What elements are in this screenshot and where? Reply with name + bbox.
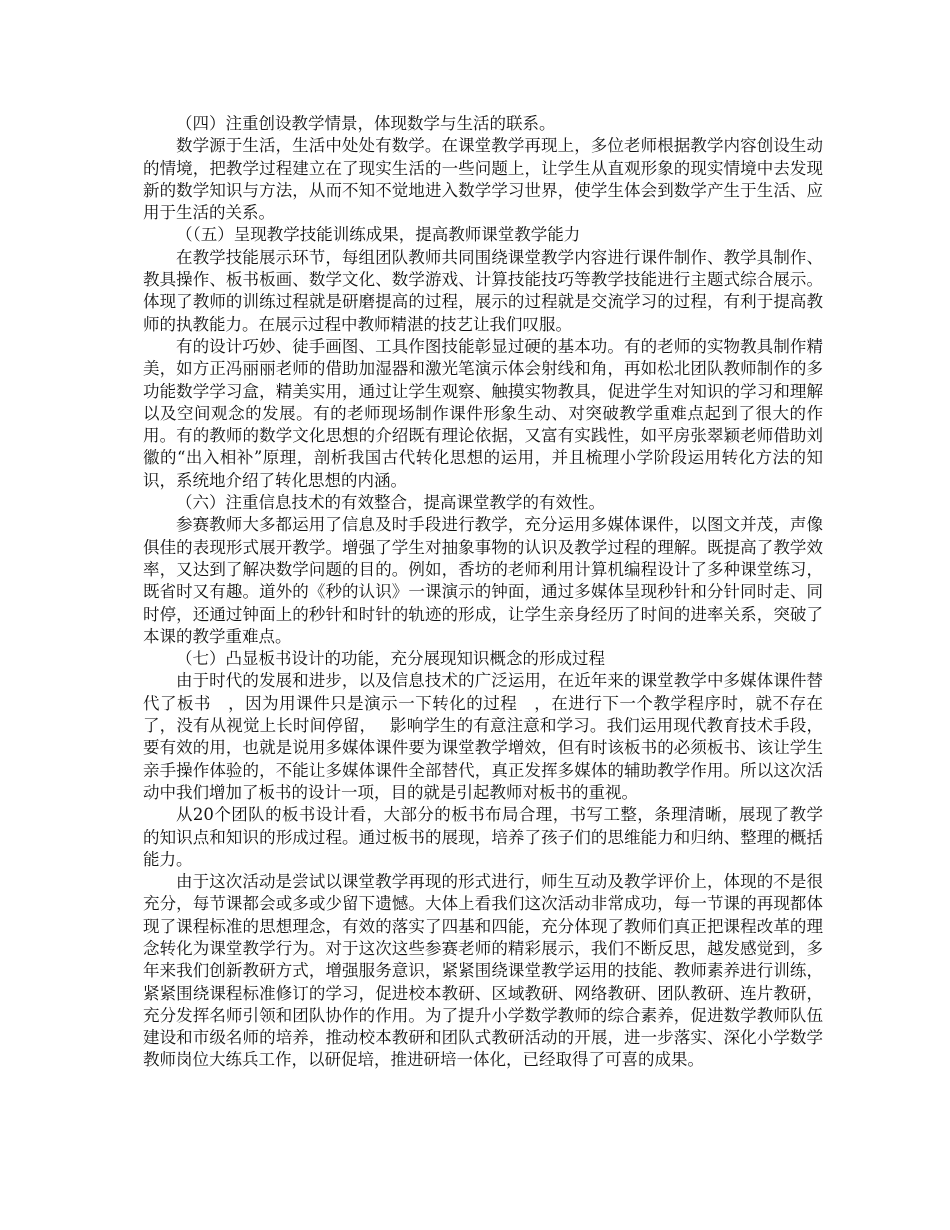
paragraph: 从20个团队的板书设计看，大部分的板书布局合理，书写工整，条理清晰，展现了教学的知识点和知识的形成过程。通过板书的展现，培养了孩子们的思维能力和归纳、整理的概括能力。 bbox=[143, 805, 823, 869]
paragraph: 由于这次活动是尝试以课堂教学再现的形式进行，师生互动及教学评价上，体现的不是很充分，每节课都会或多或少留下遗憾。大体上看我们这次活动非常成功，每一节课的再现都体现了课程标准的思想理念，有效的落实了四基和四能，充分体现了教师们真正把课程改革的理念转化为课堂教学行为。对于这次这些参赛老师的精彩展示，我们不断反思，越发感觉到，多年来我们创新教研方式，增强服务意识，紧紧围绕课堂教学运用的技能、教师素养进行训练，紧紧围绕课程标准修订的学习，促进校本教研、区域教研、网络教研、团队教研、连片教研，充分发挥名师引领和团队协作的作用。为了提升小学数学教师的综合素养，促进数学教师队伍建设和市级名师的培养，推动校本教研和团队式教研活动的开展，进一步落实、深化小学数学教师岗位大练兵工作，以研促培，推进研培一体化，已经取得了可喜的成果。 bbox=[143, 872, 823, 1070]
section-heading-7: （七）凸显板书设计的功能，充分展现知识概念的形成过程 bbox=[176, 649, 605, 669]
paragraph: 有的设计巧妙、徒手画图、工具作图技能彰显过硬的基本功。有的老师的实物教具制作精美，如方正冯丽丽老师的借助加湿器和激光笔演示体会射线和角，再如松北团队教师制作的多功能数学学习盒，精美实用，通过让学生观察、触摸实物教具，促进学生对知识的学习和理解以及空间观念的发展。有的老师现场制作课件形象生动、对突破教学重难点起到了很大的作用。有的教师的数学文化思想的介绍既有理论依据，又富有实践性，如平房张翠颖老师借助刘徽的“出入相补”原理，剖析我国古代转化思想的运用，并且梳理小学阶段运用转化方法的知识，系统地介绍了转化思想的内涵。 bbox=[143, 336, 823, 490]
document-body bbox=[143, 113, 823, 1072]
section-heading-6: （六）注重信息技术的有效整合，提高课堂教学的有效性。 bbox=[176, 493, 605, 513]
paragraph: 数学源于生活，生活中处处有数学。在课堂教学再现上，多位老师根据教学内容创设生动的情境，把教学过程建立在了现实生活的一些问题上，让学生从直观形象的现实情境中去发现新的数学知识与方法，从而不知不觉地进入数学学习世界，使学生体会到数学产生于生活、应用于生活的关系。 bbox=[143, 136, 823, 223]
section-heading-4: （四）注重创设教学情景，体现数学与生活的联系。 bbox=[176, 114, 556, 133]
paragraph: 在教学技能展示环节，每组团队教师共同围绕课堂教学内容进行课件制作、教学具制作、教具操作、板书板画、数学文化、数学游戏、计算技能技巧等教学技能进行主题式综合展示。体现了教师的训练过程就是研磨提高的过程，展示的过程就是交流学习的过程，有利于提高教师的执教能力。在展示过程中教师精湛的技艺让我们叹服。 bbox=[143, 247, 823, 334]
section-heading-5: （（五）呈现教学技能训练成果，提高教师课堂教学能力 bbox=[176, 225, 581, 245]
paragraph: 参赛教师大多都运用了信息及时手段进行教学，充分运用多媒体课件，以图文并茂，声像俱佳的表现形式展开教学。增强了学生对抽象事物的认识及教学过程的理解。既提高了教学效率，又达到了解决数学问题的目的。例如，香坊的老师利用计算机编程设计了多种课堂练习，既省时又有趣。道外的《秒的认识》一课演示的钟面，通过多媒体呈现秒针和分针同时走、同时停，还通过钟面上的秒针和时针的轨迹的形成，让学生亲身经历了时间的进率关系，突破了本课的教学重难点。 bbox=[143, 515, 823, 646]
paragraph: 由于时代的发展和进步，以及信息技术的广泛运用，在近年来的课堂教学中多媒体课件替代了板书 ，因为用课件只是演示一下转化的过程 ，在进行下一个教学程序时，就不存在了，没有从视觉上长时间停留， 影响学生的有意注意和学习。我们运用现代教育技术手段，要有效的用，也就是说用多媒体课件要为课堂教学增效，但有时该板书的必须板书、该让学生亲手操作体验的，不能让多媒体课件全部替代，真正发挥多媒体的辅助教学作用。所以这次活动中我们增加了板书的设计一项，目的就是引起教师对板书的重视。 bbox=[143, 671, 823, 802]
